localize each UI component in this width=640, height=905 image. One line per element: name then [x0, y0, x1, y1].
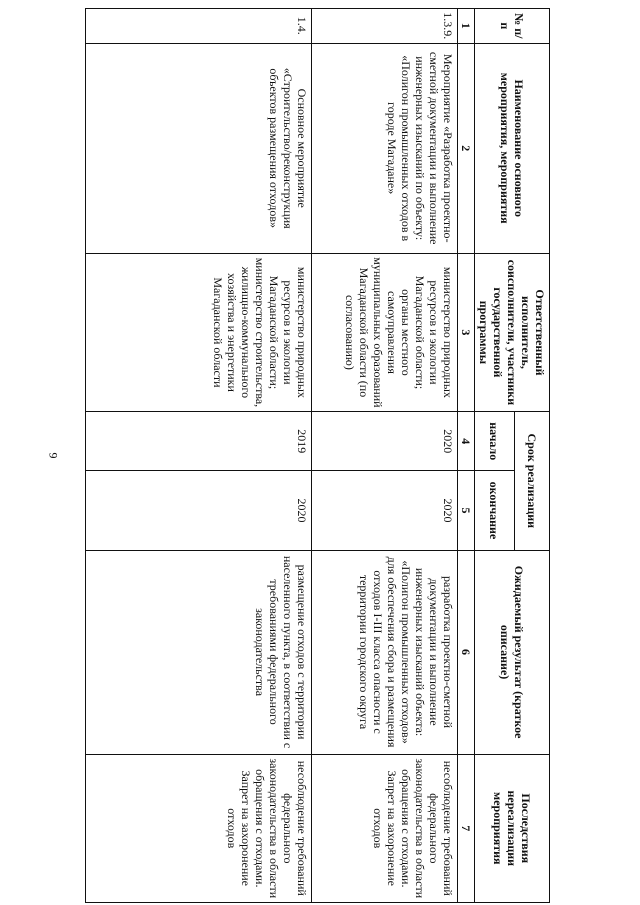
- end-year: 2020: [86, 471, 312, 550]
- activity-name: Мероприятие «Разработка проектно-сметной документации и выполнение инженерных изысканий по объекту: «Полигон промышленных отходов в городе Магадане»: [312, 43, 458, 253]
- start-year: 2020: [312, 412, 458, 471]
- start-year: 2019: [86, 412, 312, 471]
- table-header-row: [514, 9, 549, 903]
- header-responsible: Ответственный исполнитель, соисполнители, участники государственной программы: [475, 253, 550, 411]
- rotated-page-content: [88, 8, 550, 903]
- header-consequences: Последствия нереализации мероприятия: [475, 754, 550, 902]
- row-number: 1.3.9.: [312, 9, 458, 44]
- expected-result: разработка проектно-сметной документации и выполнение инженерных изысканий объекта: «Полигон промышленных отходов» для обеспечения сбора и размещения отходов I-III класса опасности с территории городского округа: [312, 550, 458, 754]
- table-row: [312, 9, 458, 903]
- header-result: Ожидаемый результат (краткое описание): [475, 550, 550, 754]
- responsible-executors: министерство природных ресурсов и экологии Магаданской области; министерство строительства, жилищно-коммунального хозяйства и энергетики Магаданской области: [86, 253, 312, 411]
- end-year: 2020: [312, 471, 458, 550]
- column-number: 7: [458, 754, 475, 902]
- responsible-executors: министерство природных ресурсов и экологии Магаданской области; органы местного самоуправления муниципальных образований Магаданской области (по согласованию): [312, 253, 458, 411]
- header-period: Срок реализации: [514, 412, 549, 550]
- column-number: 3: [458, 253, 475, 411]
- column-number: 4: [458, 412, 475, 471]
- column-number: 1: [458, 9, 475, 44]
- column-number: 2: [458, 43, 475, 253]
- page-number: 9: [46, 452, 61, 459]
- non-implementation-consequences: несоблюдение требований федерального законодательства в области обращения с отходами. Запрет на захоронение отходов: [86, 754, 312, 902]
- header-start: начало: [475, 412, 515, 471]
- header-name: Наименование основного мероприятия, мероприятия: [475, 43, 550, 253]
- column-number: 6: [458, 550, 475, 754]
- activity-name: Основное мероприятие «Строительство/реконструкция объектов размещения отходов»: [86, 43, 312, 253]
- non-implementation-consequences: несоблюдение требований федерального законодательства в области обращения с отходами. Запрет на захоронение отходов: [312, 754, 458, 902]
- program-activities-table: [85, 8, 550, 903]
- table-row: [86, 9, 312, 903]
- column-number: 5: [458, 471, 475, 550]
- header-end: окончание: [475, 471, 515, 550]
- row-number: 1.4.: [86, 9, 312, 44]
- column-number-row: [458, 9, 475, 903]
- header-num: № п/п: [475, 9, 550, 44]
- expected-result: размещение отходов с территории населенного пункта, в соответствии с требованиями федерального законодательства: [86, 550, 312, 754]
